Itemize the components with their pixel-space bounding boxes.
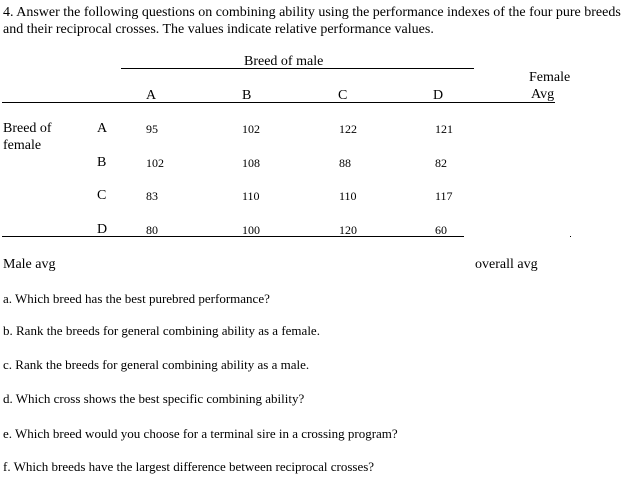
female-avg-header-line1: Female bbox=[529, 70, 571, 85]
cell-a-c: 122 bbox=[339, 122, 357, 136]
female-avg-header-line2: Avg bbox=[531, 87, 555, 102]
sub-question-e: e. Which breed would you choose for a terminal sire in a crossing program? bbox=[3, 426, 398, 441]
row-label-a: A bbox=[97, 121, 108, 136]
question-intro: 4. Answer the following questions on combining ability using the performance indexes of the four pure breeds and their reciprocal crosses. The values indicate relative performance values. bbox=[3, 5, 621, 37]
column-header-a: A bbox=[146, 88, 157, 103]
cell-a-b: 102 bbox=[242, 122, 260, 136]
female-breed-header-line2: female bbox=[3, 138, 42, 153]
cell-c-d: 117 bbox=[435, 189, 453, 203]
male-avg-label: Male avg bbox=[3, 257, 56, 272]
sub-question-f: f. Which breeds have the largest difference between reciprocal crosses? bbox=[3, 459, 375, 474]
row-label-c: C bbox=[97, 188, 107, 203]
rule-end-mark bbox=[570, 236, 571, 237]
header-bottom-rule bbox=[2, 102, 555, 103]
sub-question-c: c. Rank the breeds for general combining ability as a male. bbox=[3, 357, 310, 372]
male-breed-header: Breed of male bbox=[244, 54, 324, 69]
cell-b-d: 82 bbox=[435, 156, 447, 170]
male-header-underline bbox=[121, 68, 474, 69]
sub-question-a: a. Which breed has the best purebred performance? bbox=[3, 291, 270, 306]
column-header-b: B bbox=[242, 88, 252, 103]
row-label-d: D bbox=[97, 222, 108, 237]
cell-d-c: 120 bbox=[339, 223, 357, 237]
cell-d-b: 100 bbox=[242, 223, 260, 237]
cell-c-b: 110 bbox=[242, 189, 260, 203]
cell-d-d: 60 bbox=[435, 223, 447, 237]
cell-b-c: 88 bbox=[339, 156, 351, 170]
row-label-b: B bbox=[97, 155, 107, 170]
cell-c-a: 83 bbox=[146, 189, 158, 203]
column-header-d: D bbox=[433, 88, 444, 103]
cell-a-a: 95 bbox=[146, 122, 158, 136]
cell-b-a: 102 bbox=[146, 156, 164, 170]
cell-d-a: 80 bbox=[146, 223, 158, 237]
cell-b-b: 108 bbox=[242, 156, 260, 170]
overall-avg-label: overall avg bbox=[475, 257, 538, 272]
cell-c-c: 110 bbox=[339, 189, 357, 203]
table-bottom-rule bbox=[2, 236, 464, 237]
sub-question-d: d. Which cross shows the best specific combining ability? bbox=[3, 391, 305, 406]
cell-a-d: 121 bbox=[435, 122, 453, 136]
sub-question-b: b. Rank the breeds for general combining ability as a female. bbox=[3, 323, 320, 338]
female-breed-header-line1: Breed of bbox=[3, 121, 52, 136]
column-header-c: C bbox=[338, 88, 348, 103]
